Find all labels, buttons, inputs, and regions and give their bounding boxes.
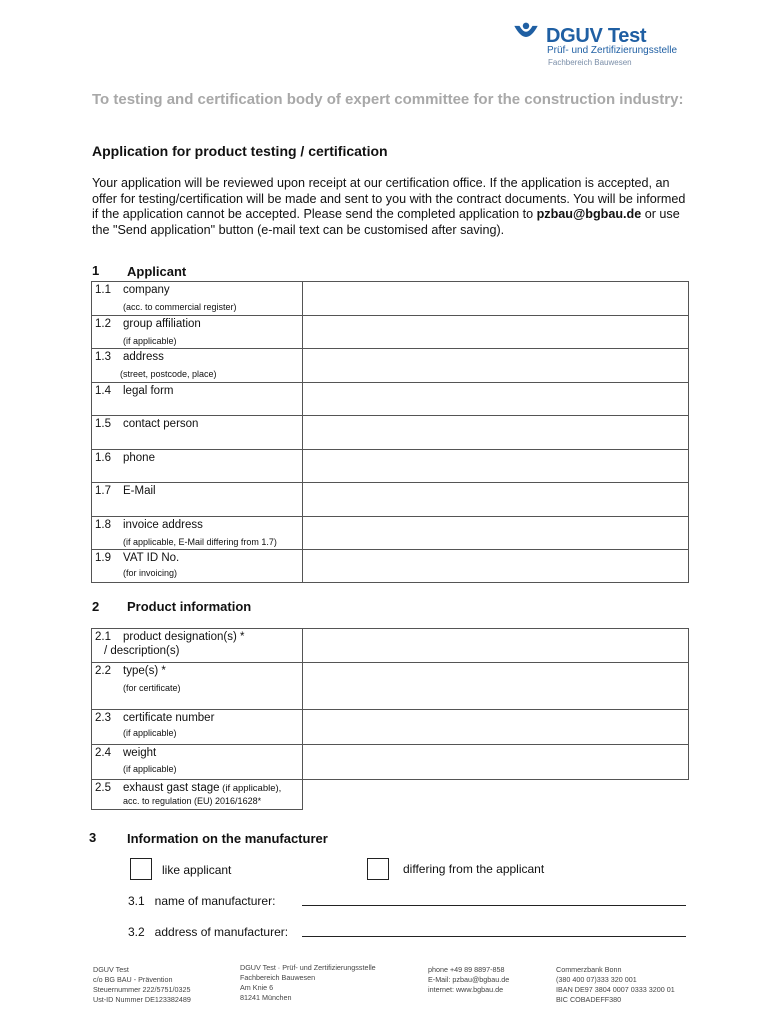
field-label: 2.2 type(s) * (for certificate): [92, 663, 303, 710]
field-label: 1.1 company (acc. to commercial register): [92, 282, 303, 316]
email-link[interactable]: pzbau@bgbau.de: [536, 207, 642, 221]
product-table: [91, 628, 689, 810]
table-row: [92, 383, 689, 416]
field-label: 1.2 group affiliation (if applicable): [92, 316, 303, 349]
email-input[interactable]: [303, 483, 689, 517]
table-row: [92, 629, 689, 663]
logo-title: DGUV Test: [546, 25, 647, 47]
logo-division: Fachbereich Bauwesen: [548, 58, 632, 67]
field-label: 1.4 legal form: [92, 383, 303, 416]
field-label: 1.3 address (street, postcode, place): [92, 349, 303, 383]
field-label: 1.7 E-Mail: [92, 483, 303, 517]
manufacturer-address-label: 3.2 address of manufacturer:: [128, 925, 289, 939]
weight-input[interactable]: [303, 745, 689, 780]
dguv-logo-icon: [507, 22, 545, 48]
table-row: [92, 780, 689, 810]
manufacturer-address-input[interactable]: [302, 936, 686, 937]
field-label: 2.1 product designation(s) * / description(s): [92, 629, 303, 663]
type-input[interactable]: [303, 663, 689, 710]
table-row: [92, 282, 689, 316]
like-applicant-checkbox[interactable]: [130, 858, 152, 880]
footer-col-2: DGUV Test · Prüf- und Zertifizierungsstelle Fachbereich Bauwesen Am Knie 6 81241 München: [240, 963, 376, 1002]
table-row: [92, 550, 689, 583]
like-applicant-label: like applicant: [162, 863, 232, 877]
table-row: [92, 745, 689, 780]
table-row: [92, 517, 689, 550]
section2-title: Product information: [127, 599, 252, 614]
table-row: [92, 349, 689, 383]
field-label: 1.8 invoice address (if applicable, E-Mail differing from 1.7): [92, 517, 303, 550]
recipient-heading: To testing and certification body of expert committee for the construction industry:: [92, 91, 684, 108]
field-label: 2.5 exhaust gast stage (if applicable), acc. to regulation (EU) 2016/1628*: [92, 780, 303, 810]
exhaust-stage-input[interactable]: [303, 780, 689, 810]
company-input[interactable]: [303, 282, 689, 316]
invoice-address-input[interactable]: [303, 517, 689, 550]
table-row: [92, 663, 689, 710]
manufacturer-name-input[interactable]: [302, 905, 686, 906]
field-label: 1.5 contact person: [92, 416, 303, 450]
manufacturer-name-label: 3.1 name of manufacturer:: [128, 894, 276, 908]
vat-id-input[interactable]: [303, 550, 689, 583]
section1-title: Applicant: [127, 264, 187, 279]
differing-applicant-label: differing from the applicant: [403, 862, 545, 876]
footer-col-4: Commerzbank Bonn (380 400 07)333 320 001 IBAN DE97 3804 0007 0333 3200 01 BIC COBADEFF380: [556, 965, 675, 1004]
table-row: [92, 450, 689, 483]
section2-number: 2: [92, 599, 100, 614]
field-label: 2.4 weight (if applicable): [92, 745, 303, 780]
footer-col-1: DGUV Test c/o BG BAU - Prävention Steuernummer 222/5751/0325 Ust-ID Nummer DE123382489: [93, 965, 191, 1004]
table-row: [92, 710, 689, 745]
section1-number: 1: [92, 263, 100, 278]
contact-person-input[interactable]: [303, 416, 689, 450]
address-input[interactable]: [303, 349, 689, 383]
field-label: 2.3 certificate number (if applicable): [92, 710, 303, 745]
section3-number: 3: [89, 830, 97, 845]
group-affiliation-input[interactable]: [303, 316, 689, 349]
table-row: [92, 316, 689, 349]
application-title: Application for product testing / certification: [92, 143, 388, 159]
product-designation-input[interactable]: [303, 629, 689, 663]
differing-applicant-checkbox[interactable]: [367, 858, 389, 880]
legal-form-input[interactable]: [303, 383, 689, 416]
certificate-number-input[interactable]: [303, 710, 689, 745]
logo-subtitle: Prüf- und Zertifizierungsstelle: [547, 45, 678, 56]
applicant-table: [91, 281, 689, 583]
field-label: 1.6 phone: [92, 450, 303, 483]
section3-title: Information on the manufacturer: [127, 831, 328, 846]
table-row: [92, 416, 689, 450]
footer-col-3: phone +49 89 8897-858 E-Mail: pzbau@bgbau.de internet: www.bgbau.de: [428, 965, 510, 994]
field-label: 1.9 VAT ID No. (for invoicing): [92, 550, 303, 583]
table-row: [92, 483, 689, 517]
phone-input[interactable]: [303, 450, 689, 483]
intro-paragraph: Your application will be reviewed upon receipt at our certification office. If the application is accepted, an offer for testing/certification will be made and sent to you with the contract documents. You will be informed if the application cannot be accepted. Please send the completed application to pzbau@bgbau.de or use the "Send application" button (e-mail text can be customised after saving).: [92, 176, 686, 237]
